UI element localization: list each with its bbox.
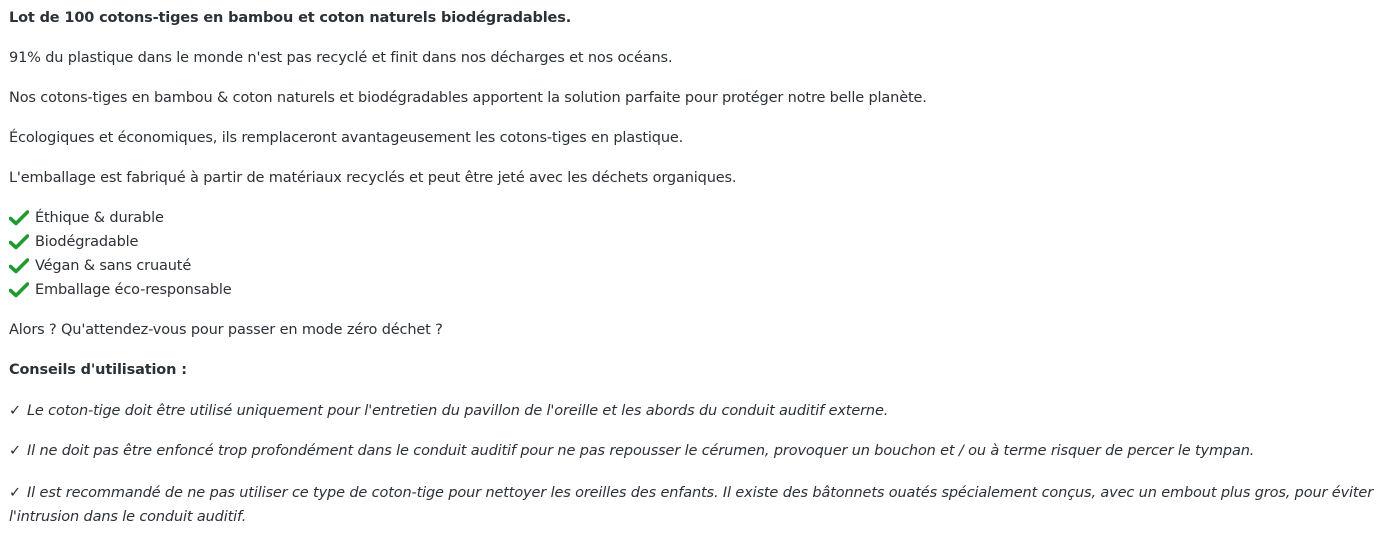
feature-item [9, 279, 232, 301]
check-icon [9, 258, 29, 274]
feature-label: Végan & sans cruauté [35, 258, 192, 274]
paragraph-packaging: L'emballage est fabriqué à partir de matériaux recyclés et peut être jeté avec les déchets organiques. [9, 170, 737, 186]
advice-item [9, 399, 888, 423]
feature-item [9, 231, 138, 253]
paragraph-plastic-stat: 91% du plastique dans le monde n'est pas recyclé et finit dans nos décharges et nos océans. [9, 50, 673, 66]
tick-icon: ✓ [9, 443, 21, 459]
tick-icon: ✓ [9, 403, 21, 419]
advice-title: Conseils d'utilisation : [9, 362, 187, 378]
call-to-action: Alors ? Qu'attendez-vous pour passer en mode zéro déchet ? [9, 322, 443, 338]
advice-item [9, 481, 1373, 529]
feature-item [9, 207, 164, 229]
product-title: Lot de 100 cotons-tiges en bambou et coton naturels biodégradables. [9, 10, 572, 26]
check-icon [9, 210, 29, 226]
tick-icon: ✓ [9, 485, 22, 501]
paragraph-ecology: Écologiques et économiques, ils remplaceront avantageusement les cotons-tiges en plastique. [9, 130, 684, 146]
advice-text: Il ne doit pas être enfoncé trop profondément dans le conduit auditif pour ne pas repousser le cérumen, provoquer un bouchon et / ou à terme risquer de percer le tympan. [27, 443, 1255, 459]
advice-text: Il est recommandé de ne pas utiliser ce type de coton-tige pour nettoyer les oreilles des enfants. Il existe des bâtonnets ouatés spécialement conçus, avec un embout plus gros, pour éviter l'intrusion dans le conduit auditif. [9, 485, 1374, 525]
check-icon [9, 282, 29, 298]
feature-label: Biodégradable [35, 234, 139, 250]
feature-item [9, 255, 191, 277]
advice-item [9, 439, 1254, 463]
feature-label: Éthique & durable [35, 210, 164, 226]
check-icon [9, 234, 29, 250]
feature-label: Emballage éco-responsable [35, 282, 232, 298]
advice-text: Le coton-tige doit être utilisé uniquement pour l'entretien du pavillon de l'oreille et les abords du conduit auditif externe. [27, 403, 889, 419]
paragraph-solution: Nos cotons-tiges en bambou & coton naturels et biodégradables apportent la solution parfaite pour protéger notre belle planète. [9, 90, 927, 106]
